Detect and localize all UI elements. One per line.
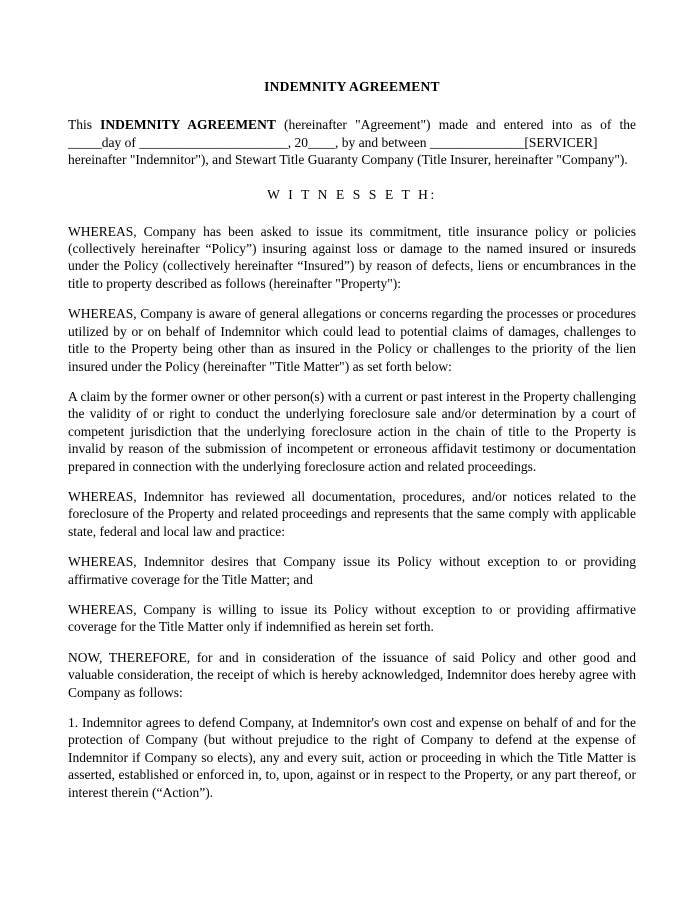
opening-fill-in-line: _____day of ______________________, 20____, by and between ______________[SERVICER] — [68, 134, 598, 150]
opening-line-3: hereinafter "Indemnitor"), and Stewart Title Guaranty Company (Title Insurer, hereinafter "Company"). — [68, 152, 628, 168]
paragraph-whereas-reviewed: WHEREAS, Indemnitor has reviewed all documentation, procedures, and/or notices related to the foreclosure of the Property and related proceedings and represents that the same comply with applicable state, federal and local law and practice: — [68, 488, 636, 539]
opening-line-1-prefix: This — [68, 117, 101, 133]
paragraph-whereas-willing: WHEREAS, Company is willing to issue its Policy without exception to or providing affirmative coverage for the Title Matter only if indemnified as herein set forth. — [68, 601, 636, 635]
opening-paragraph — [68, 116, 636, 168]
opening-line-1 — [68, 116, 636, 133]
paragraph-whereas-allegations: WHEREAS, Company is aware of general allegations or concerns regarding the processes or procedures utilized by or on behalf of Indemnitor which could lead to potential claims of damages, challenges to title to the Property being other than as insured in the Policy or challenges to the priority of the lien insured under the Policy (hereinafter "Title Matter") as set forth below: — [68, 306, 636, 374]
page-title: INDEMNITY AGREEMENT — [264, 79, 440, 94]
paragraph-clause-1: 1. Indemnitor agrees to defend Company, at Indemnitor's own cost and expense on behalf of and for the protection of Company (but without prejudice to the right of Company to defend at the expense of Indemnitor if Company so elects), any and every suit, action or proceeding in which the Title Matter is asserted, established or enforced in, to, upon, against or in respect to the Property, or any part thereof, or interest therein (“Action”). — [68, 715, 636, 800]
paragraph-whereas-desires: WHEREAS, Indemnitor desires that Company issue its Policy without exception to or providing affirmative coverage for the Title Matter; and — [68, 554, 636, 587]
paragraph-now-therefore: NOW, THEREFORE, for and in consideration of the issuance of said Policy and other good and valuable consideration, the receipt of which is hereby acknowledged, Indemnitor does hereby agree with Company as follows: — [68, 649, 636, 700]
opening-line-1-bold-term: INDEMNITY AGREEMENT — [100, 117, 276, 133]
document-body — [68, 78, 636, 801]
opening-line-1-suffix: (hereinafter "Agreement") made and entered into as of the — [275, 117, 636, 133]
paragraph-title-matter-description: A claim by the former owner or other person(s) with a current or past interest in the Property challenging the validity of or right to conduct the underlying foreclosure sale and/or determination by a court of competent jurisdiction that the underlying foreclosure action in the chain of title to the Property is invalid by reason of the submission of incompetent or erroneous affidavit testimony or documentation prepared in connection with the underlying foreclosure action and related proceedings. — [68, 388, 636, 474]
paragraph-whereas-commitment: WHEREAS, Company has been asked to issue its commitment, title insurance policy or policies (collectively hereinafter “Policy”) insuring against loss or damage to the named insured or insureds under the Policy (collectively hereinafter “Insured”) by reason of defects, liens or encumbrances in the title to property described as follows (hereinafter "Property"): — [68, 223, 636, 291]
witnesseth-heading: W I T N E S S E T H: — [267, 187, 437, 203]
